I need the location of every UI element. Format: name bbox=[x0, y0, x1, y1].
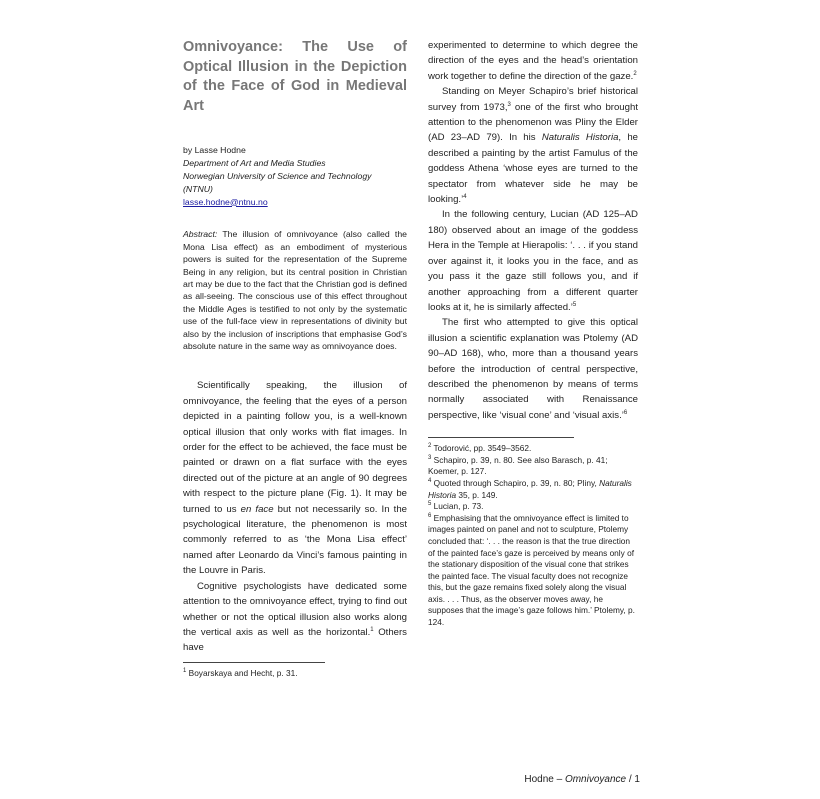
author-university: Norwegian University of Science and Technology bbox=[183, 170, 372, 181]
footer-title: Omnivoyance bbox=[564, 774, 627, 785]
footnote-ref-1[interactable]: 1 bbox=[370, 626, 374, 633]
footnote-ref-3[interactable]: 3 bbox=[507, 101, 511, 108]
footnote-ref-2[interactable]: 2 bbox=[633, 70, 637, 77]
right-column bbox=[428, 38, 638, 629]
page-number: / 1 bbox=[626, 774, 640, 785]
footnote-4: $^4$ Quoted through Schapiro, p. 39, n. 80; Pliny, Naturalis Historia 35, p. 149. bbox=[428, 477, 632, 500]
footnote-2: $^2$ Todorović, pp. 3549–3562. bbox=[428, 443, 532, 454]
en-face-emphasis: en face bbox=[240, 503, 274, 515]
footnote-divider bbox=[428, 437, 574, 438]
naturalis-historia-emphasis: Naturalis Historia bbox=[541, 132, 619, 144]
body-paragraph-6: The first who attempted to give this optical illusion a scientific explanation was Ptolemy (AD 90–AD 168), who, more than a thousand years before the introduction of central perspective, described the phenomenon by means of terms normally associated with Renaissance perspective, like ‘visual cone’ and ‘visual axis.’$^6$ bbox=[428, 317, 638, 421]
footnote-ref-4[interactable]: 4 bbox=[463, 193, 467, 200]
body-paragraph-1: Scientifically speaking, the illusion of omnivoyance, the feeling that the eyes of a person depicted in a painting follow you, is a well-known optical illusion that only works with flat images. In order for the effect to be achieved, the face must be painted or drawn on a flat surface with the eyes directed out of the picture at an angle of 90 degrees with respect to the picture plane (Fig. 1). It may be turned to us en face but not necessarily so. In the psychological literature, the phenomenon is most commonly referred to as ‘the Mona Lisa effect’ named after Leonardo da Vinci’s famous painting in the Louvre in Paris. bbox=[183, 380, 407, 577]
body-paragraph-4: Standing on Meyer Schapiro’s brief historical survey from 1973,$^3$ one of the first who brought attention to the phenomenon was Pliny the Elder (AD 23–AD 79). In his Naturalis Historia, he described a painting by the artist Famulus of the goddess Athena ‘whose eyes are turned to the spectator from whatever side he may be looking.’$^4$ bbox=[428, 86, 638, 206]
footnote-ref-6[interactable]: 6 bbox=[623, 409, 628, 416]
left-column bbox=[183, 38, 407, 679]
abstract bbox=[183, 228, 407, 352]
footnote-6: $^6$ Emphasising that the omnivoyance effect is limited to images painted on panel and not to sculpture, Ptolemy concluded that: ‘. . . the reason is that the true direction of the painted face’s gaze is perceived by means only of the stationary disposition of the visual cone that strikes the painted face. The visual faculty does not recognize this, but the gaze remains fixed solely along the visual axis. . . . Thus, as the observer moves away, he supposes that the image’s gaze follows him.’ Ptolemy, p. 124. bbox=[428, 512, 635, 628]
abstract-text: The illusion of omnivoyance (also called the Mona Lisa effect) as an embodiment of mysterious powers is suited for the representation of the Supreme Being in any religion, but its central position in Christian art may be due to the fact that the Christian god is defined as all-seeing. The conscious use of this effect throughout the Middle Ages is testified to not only by the systematic use of the full-face view in representations of divinity but also by the inclusion of inscriptions that emphasise God’s absolute nature in the same way as omnivoyance does. bbox=[183, 229, 407, 352]
body-paragraph-3: experimented to determine to which degree the direction of the eyes and the head’s orientation work together to define the direction of the gaze.$^2$ bbox=[428, 40, 638, 82]
author-byline: by Lasse Hodne bbox=[183, 145, 246, 156]
footnote-divider bbox=[183, 662, 325, 663]
footnote-ref-5[interactable]: 5 bbox=[572, 301, 577, 308]
page-footer bbox=[520, 773, 640, 787]
footnote-3: $^3$ Schapiro, p. 39, n. 80. See also Barasch, p. 41; Koemer, p. 127. bbox=[428, 454, 608, 477]
footnote-1: $^1$ Boyarskaya and Hecht, p. 31. bbox=[183, 667, 298, 678]
abstract-label: Abstract: bbox=[183, 229, 218, 240]
footer-author: Hodne – bbox=[524, 774, 565, 785]
article-title: Omnivoyance: The Use of Optical Illusion in the Depiction of the Face of God in Medieval Art bbox=[183, 39, 407, 114]
author-department: Department of Art and Media Studies bbox=[183, 158, 326, 169]
author-block bbox=[183, 144, 407, 208]
body-paragraph-5: In the following century, Lucian (AD 125–AD 180) observed about an image of the goddess Hera in the Temple at Hierapolis: ‘. . . if you stand over against it, it looks you in the face, and as you pass it the gaze still follows you, and if another approaching from a different quarter looks at it, he is similarly affected.’$^5$ bbox=[428, 209, 638, 313]
author-email-link[interactable]: lasse.hodne@ntnu.no bbox=[183, 196, 268, 207]
body-paragraph-2: Cognitive psychologists have dedicated some attention to the omnivoyance effect, trying to find out whether or not the optical illusion also works along the vertical axis as well as the horizontal.$^1$ Others have bbox=[183, 580, 407, 654]
footnote-5: $^5$ Lucian, p. 73. bbox=[428, 501, 484, 512]
author-university-abbr: (NTNU) bbox=[183, 183, 213, 194]
